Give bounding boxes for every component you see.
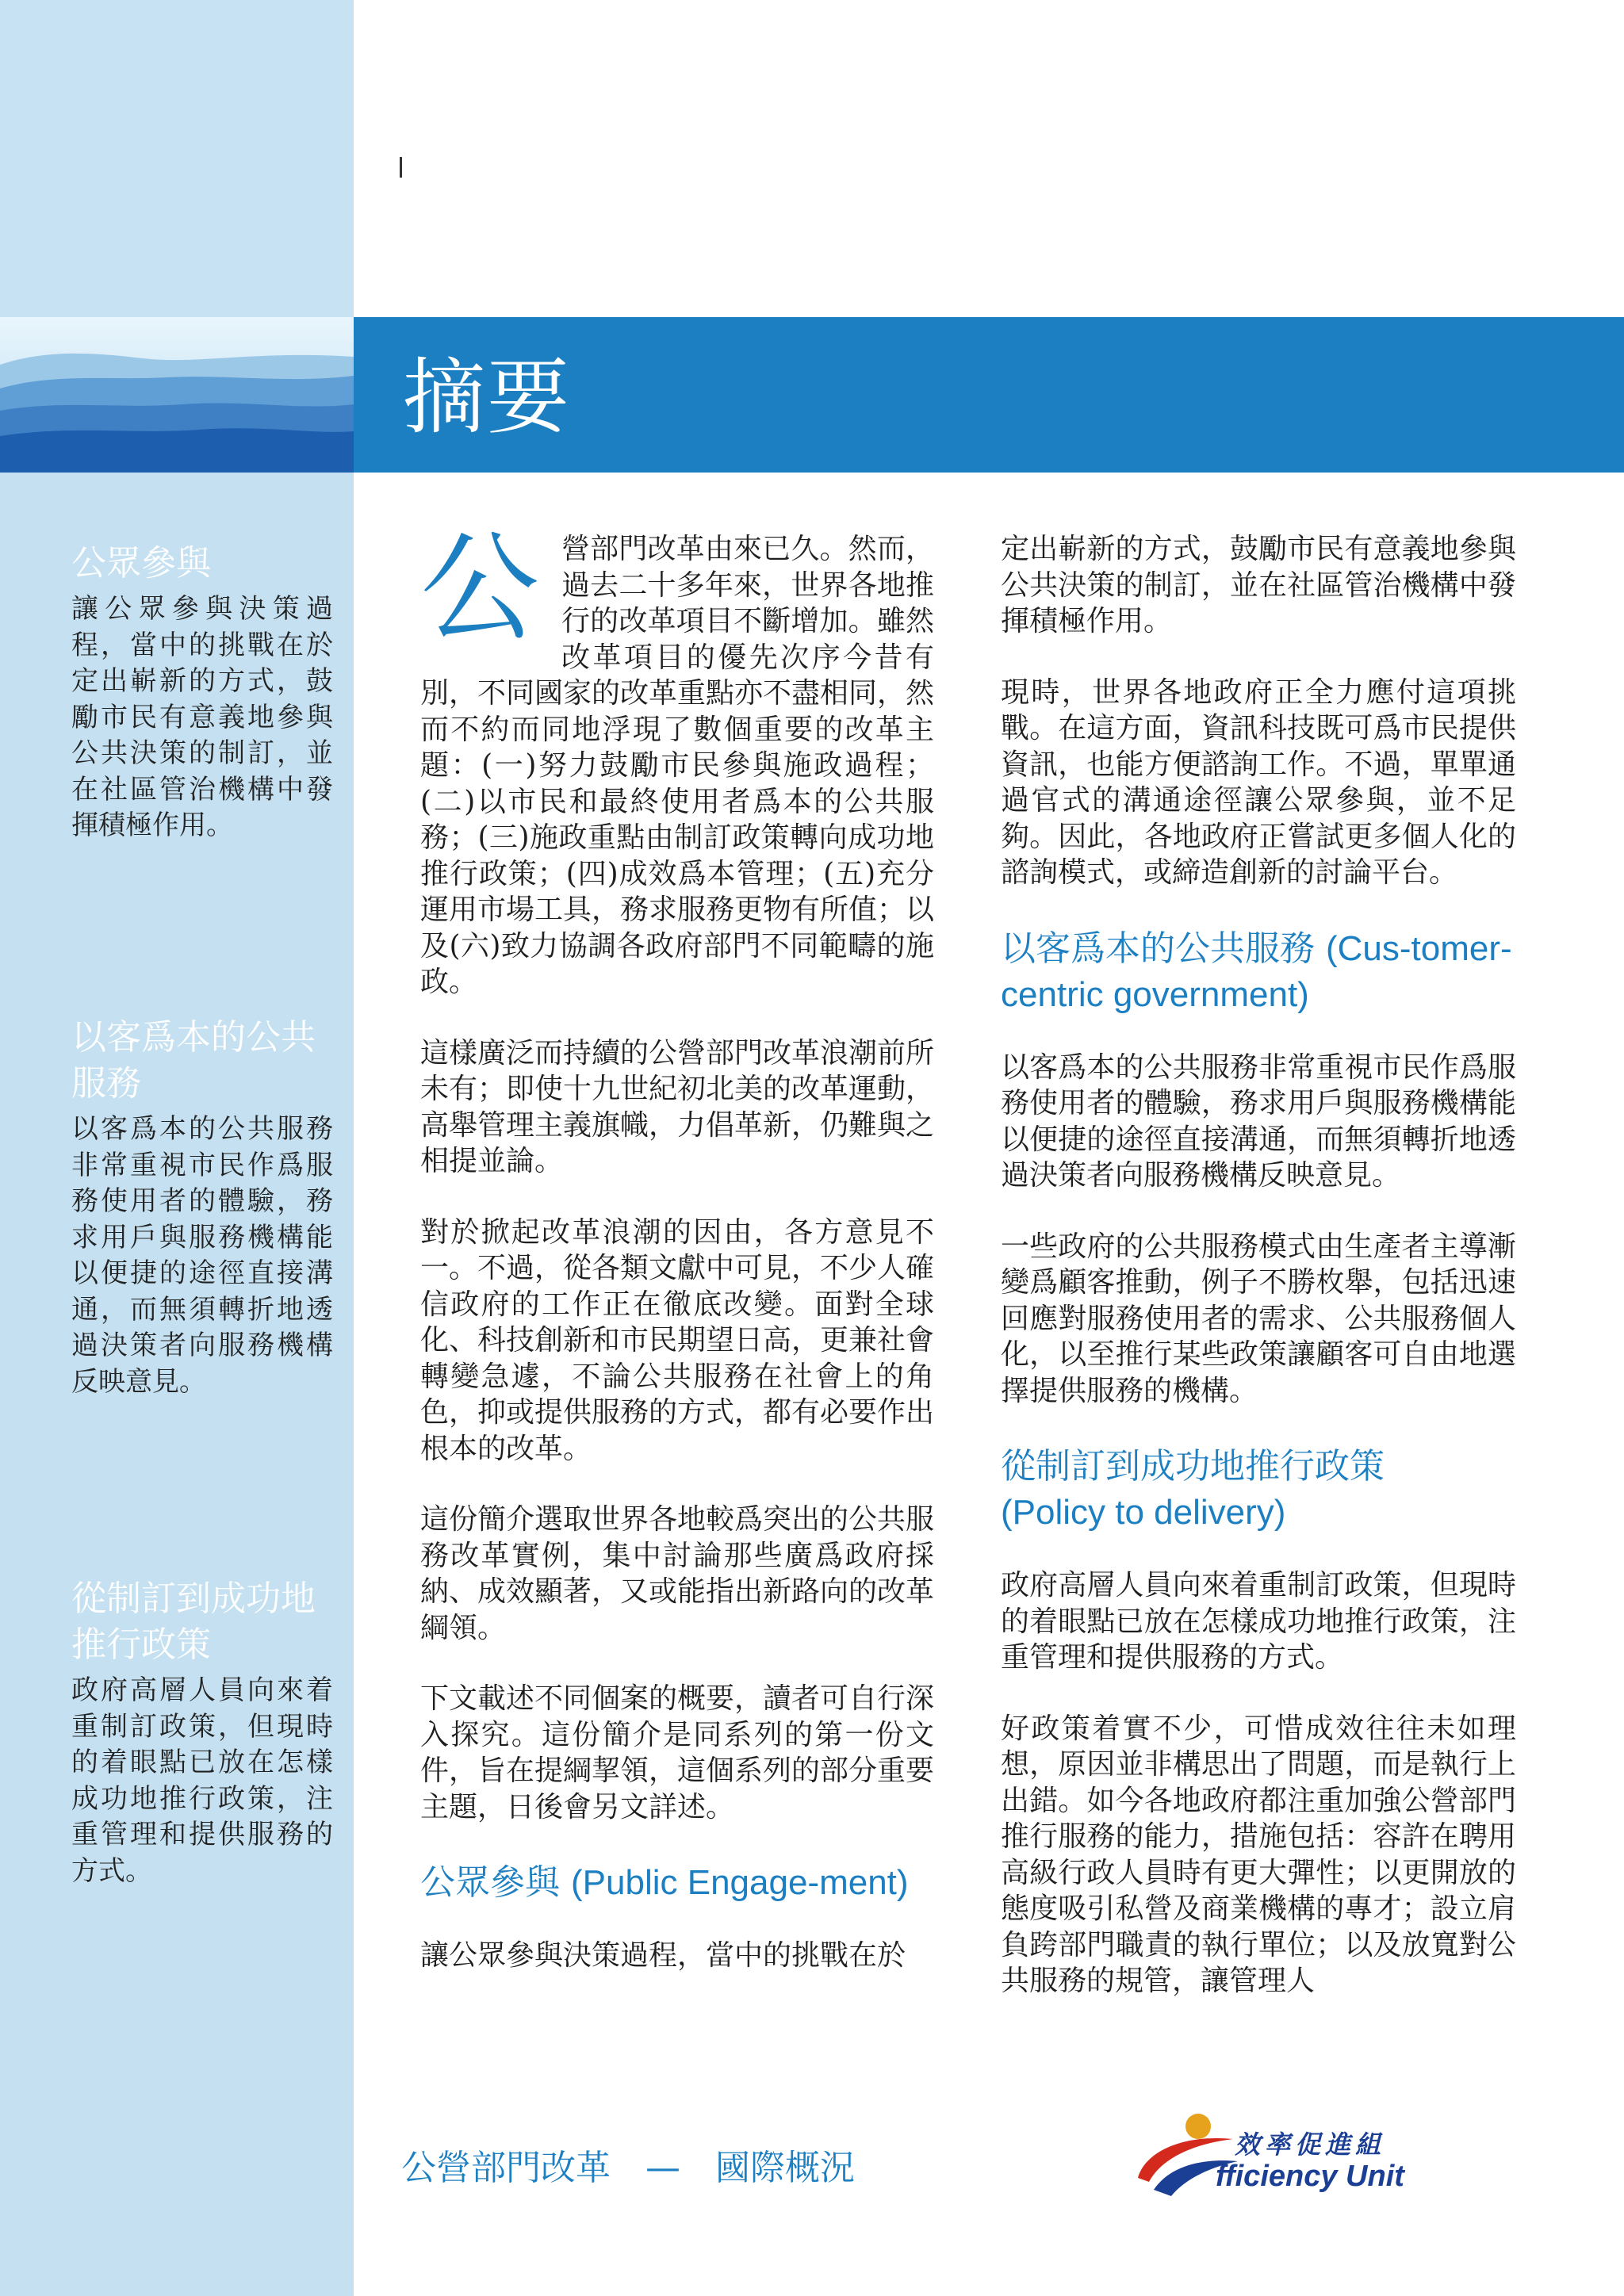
sidebar-heading: 公眾參與	[71, 543, 211, 584]
section-heading-policy-delivery	[1001, 1444, 1516, 1536]
sidebar-text: 讓公眾參與決策過程，當中的挑戰在於定出嶄新的方式，鼓勵市民有意義地參與公共決策的制訂，並在社區管治機構中發揮積極作用。	[71, 593, 333, 841]
body-paragraph: 一些政府的公共服務模式由生產者主導漸變爲顧客推動，例子不勝枚舉，包括迅速回應對服務使用者的需求、公共服務個人化，以至推行某些政策讓顧客可自由地選擇提供服務的機構。	[1001, 1230, 1516, 1407]
body-paragraph: 好政策着實不少，可惜成效往往未如理想，原因並非構思出了問題，而是執行上出錯。如今各地政府都注重加強公營部門推行服務的能力，措施包括：容許在聘用高級行政人員時有更大彈性；以更開放的態度吸引私營及商業機構的專才；設立肩負跨部門職責的執行單位；以及放寬對公共服務的規管，讓管理人	[1001, 1712, 1516, 1997]
section-heading-en: (Public Engage-ment)	[571, 1863, 909, 1902]
body-paragraph: 現時，世界各地政府正全力應付這項挑戰。在這方面，資訊科技既可爲市民提供資訊，也能方便諮詢工作。不過，單單通過官式的溝通途徑讓公眾參與，並不足夠。因此，各地政府正嘗試更多個人化的諮詢模式，或締造創新的討論平台。	[1001, 675, 1516, 889]
sidebar-summary-policy-delivery	[71, 1576, 333, 1889]
section-heading-en: (Policy to delivery)	[1001, 1493, 1286, 1532]
footer-title: 公營部門改革 — 國際概況	[401, 2148, 855, 2188]
section-heading-cn: 以客爲本的公共服務	[1001, 928, 1315, 969]
sidebar-summary-public-engagement	[71, 541, 333, 844]
efficiency-unit-logo	[1122, 2103, 1431, 2206]
page-title: 摘要	[403, 349, 572, 446]
body-paragraph: 營部門改革由來已久。然而，過去二十多年來，世界各地推行的改革項目不斷增加。雖然改革項目的優先次序今昔有別，不同國家的改革重點亦不盡相同，然而不約而同地浮現了數個重要的改革主題：(一)努力鼓勵市民參與施政過程；(二)以市民和最終使用者爲本的公共服務；(三)施政重點由制訂政策轉向成功地推行政策；(四)成效爲本管理；(五)充分運用市場工具，務求服務更物有所值；以及(六)致力協調各政府部門不同範疇的施政。	[420, 533, 935, 998]
body-paragraph: 對於掀起改革浪潮的因由，各方意見不一。不過，從各類文獻中可見，不少人確信政府的工作正在徹底改變。面對全球化、科技創新和市民期望日高，更兼社會轉變急遽，不論公共服務在社會上的角色，抑或提供服務的方式，都有必要作出根本的改革。	[420, 1215, 935, 1465]
sidebar-top-panel	[0, 0, 354, 317]
body-column-2	[1001, 531, 1516, 2034]
text-cursor-mark	[400, 157, 402, 178]
sidebar-heading: 從制訂到成功地推行政策	[71, 1578, 316, 1665]
logo-chinese-text: 效率促進組	[1235, 2130, 1386, 2160]
section-heading-customer-centric	[1001, 926, 1516, 1018]
sidebar-summary-customer-centric	[71, 1015, 333, 1400]
body-paragraph: 下文載述不同個案的概要，讀者可自行深入探究。這份簡介是同系列的第一份文件，旨在提綱挈領，這個系列的部分重要主題，日後會另文詳述。	[420, 1682, 935, 1823]
body-paragraph: 以客爲本的公共服務非常重視市民作爲服務使用者的體驗，務求用戶與服務機構能以便捷的途徑直接溝通，而無須轉折地透過決策者向服務機構反映意見。	[1001, 1050, 1516, 1192]
mountain-landscape-image	[0, 317, 354, 473]
sidebar-text: 政府高層人員向來着重制訂政策，但現時的着眼點已放在怎樣成功地推行政策，注重管理和提供服務的方式。	[71, 1674, 333, 1887]
title-band	[354, 317, 1624, 473]
body-paragraph: 讓公眾參與決策過程，當中的挑戰在於	[420, 1939, 906, 1972]
intro-paragraph-block	[420, 520, 935, 1001]
body-column-1	[420, 520, 935, 2009]
sidebar-heading: 以客爲本的公共服務	[71, 1017, 316, 1104]
section-heading-en: (Cus-tomer-centric government)	[1001, 928, 1512, 1014]
body-paragraph: 政府高層人員向來着重制訂政策，但現時的着眼點已放在怎樣成功地推行政策，注重管理和提供服務的方式。	[1001, 1569, 1516, 1674]
section-heading-public-engagement	[420, 1860, 934, 1906]
body-paragraph: 這樣廣泛而持續的公營部門改革浪潮前所未有；即使十九世紀初北美的改革運動，高舉管理主義旗幟，力倡革新，仍難與之相提並論。	[420, 1036, 935, 1177]
body-paragraph: 這份簡介選取世界各地較爲突出的公共服務改革實例，集中討論那些廣爲政府採納、成效顯著，又或能指出新路向的改革綱領。	[420, 1503, 935, 1644]
section-heading-cn: 公眾參與	[420, 1862, 560, 1903]
section-heading-cn: 從制訂到成功地推行政策	[1001, 1446, 1385, 1487]
logo-english-text: fficiency Unit	[1216, 2160, 1404, 2193]
drop-cap: 公	[420, 520, 540, 658]
sidebar-text: 以客爲本的公共服務非常重視市民作爲服務使用者的體驗，務求用戶與服務機構能以便捷的途徑直接溝通，而無須轉折地透過決策者向服務機構反映意見。	[71, 1113, 333, 1398]
body-paragraph: 定出嶄新的方式，鼓勵市民有意義地參與公共決策的制訂，並在社區管治機構中發揮積極作用。	[1001, 533, 1516, 637]
